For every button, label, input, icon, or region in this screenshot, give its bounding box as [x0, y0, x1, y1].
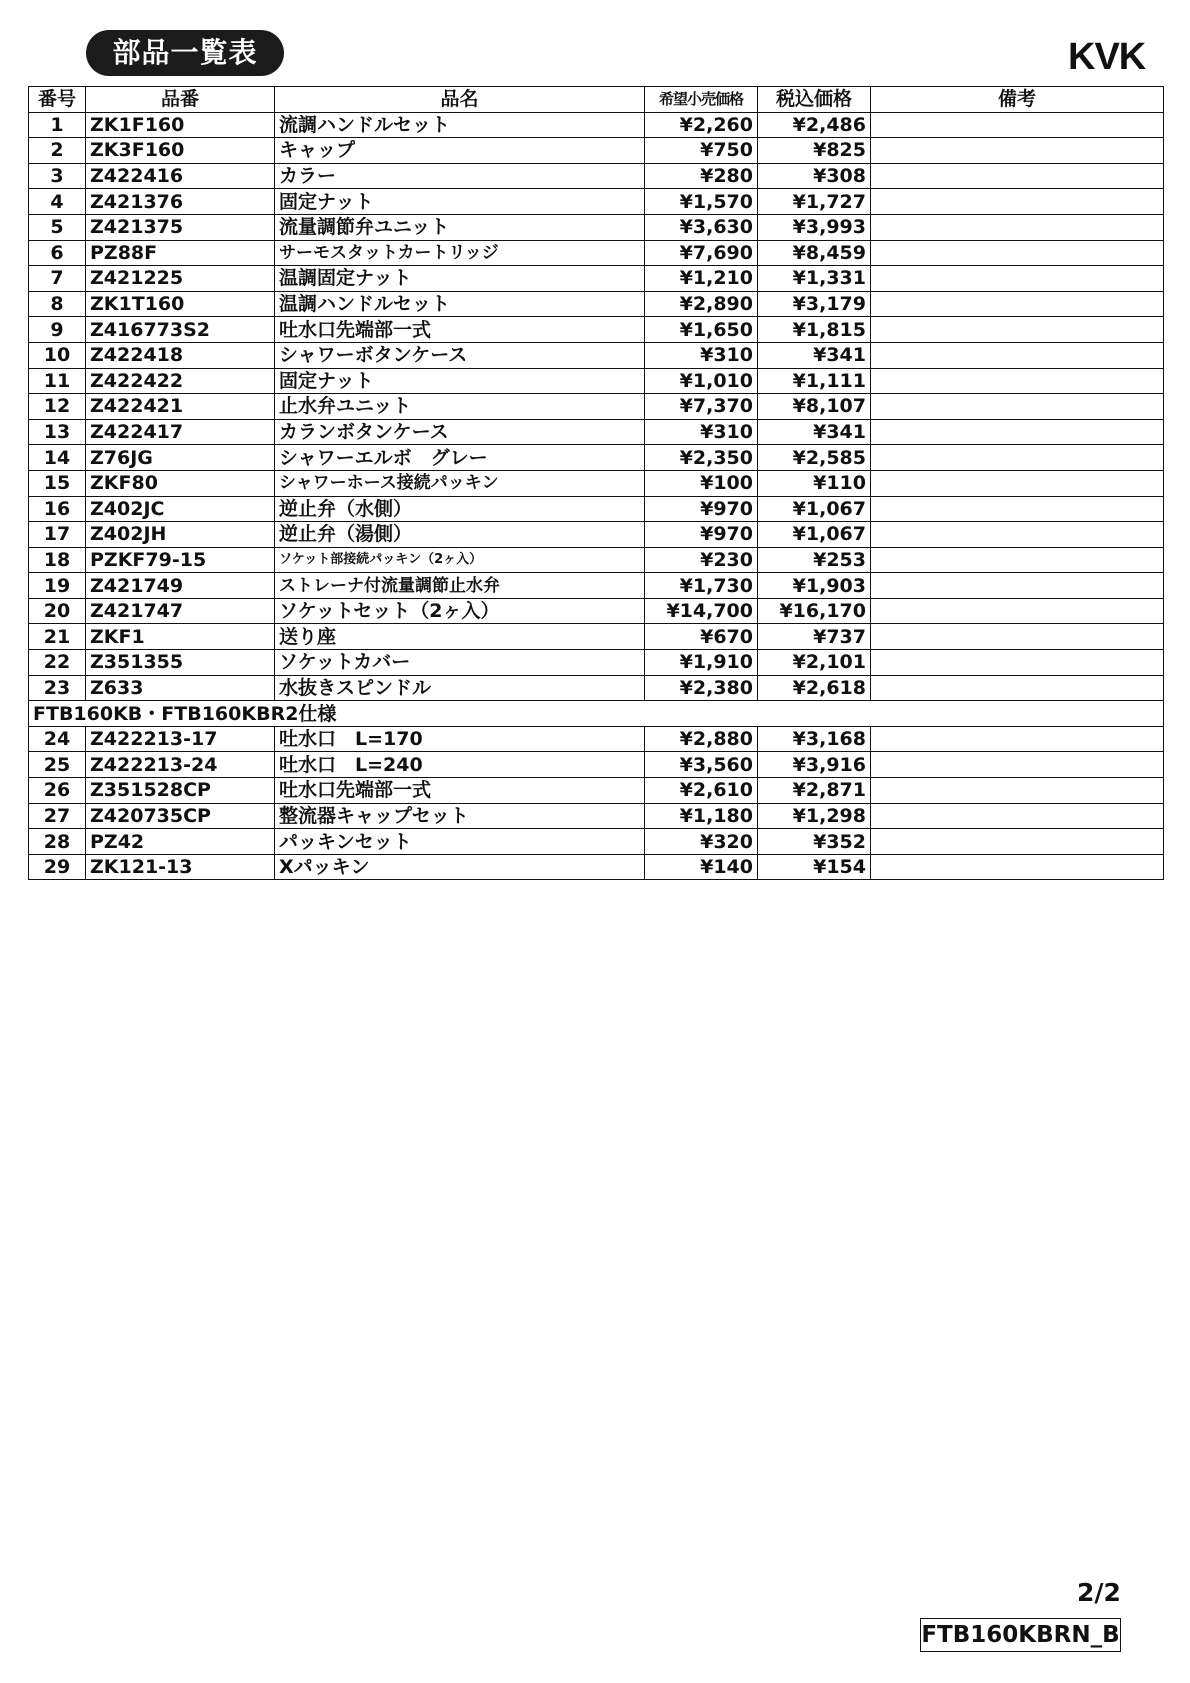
table-row: [29, 496, 1164, 522]
table-row: [29, 112, 1164, 138]
header-no: 番号: [29, 87, 86, 113]
cell-tax-included: ¥737: [758, 624, 871, 650]
cell-number: 13: [29, 419, 86, 445]
cell-remarks: [871, 854, 1164, 880]
cell-number: 18: [29, 547, 86, 573]
cell-remarks: [871, 598, 1164, 624]
cell-part-number: Z422213-24: [86, 752, 275, 778]
cell-part-name: 整流器キャップセット: [275, 803, 645, 829]
table-row: [29, 573, 1164, 599]
table-row: [29, 752, 1164, 778]
cell-tax-included: ¥2,101: [758, 650, 871, 676]
cell-remarks: [871, 368, 1164, 394]
cell-part-number: PZ42: [86, 829, 275, 855]
cell-number: 1: [29, 112, 86, 138]
cell-part-number: Z351528CP: [86, 778, 275, 804]
cell-part-name: 吐水口先端部一式: [275, 778, 645, 804]
table-header-row: [29, 87, 1164, 113]
cell-tax-included: ¥16,170: [758, 598, 871, 624]
cell-msrp: ¥2,610: [645, 778, 758, 804]
cell-tax-included: ¥1,331: [758, 266, 871, 292]
cell-part-name: 送り座: [275, 624, 645, 650]
cell-tax-included: ¥1,298: [758, 803, 871, 829]
cell-msrp: ¥1,010: [645, 368, 758, 394]
cell-remarks: [871, 726, 1164, 752]
cell-msrp: ¥2,880: [645, 726, 758, 752]
cell-msrp: ¥1,180: [645, 803, 758, 829]
cell-number: 5: [29, 214, 86, 240]
cell-remarks: [871, 778, 1164, 804]
cell-tax-included: ¥8,459: [758, 240, 871, 266]
cell-part-number: PZ88F: [86, 240, 275, 266]
cell-number: 23: [29, 675, 86, 701]
cell-part-number: Z420735CP: [86, 803, 275, 829]
cell-msrp: ¥7,690: [645, 240, 758, 266]
cell-part-number: ZK1T160: [86, 291, 275, 317]
cell-remarks: [871, 624, 1164, 650]
section-row: [29, 701, 1164, 727]
cell-part-number: Z402JC: [86, 496, 275, 522]
cell-part-name: シャワーボタンケース: [275, 342, 645, 368]
cell-msrp: ¥3,560: [645, 752, 758, 778]
cell-number: 15: [29, 470, 86, 496]
cell-number: 17: [29, 522, 86, 548]
cell-tax-included: ¥1,067: [758, 496, 871, 522]
cell-msrp: ¥2,890: [645, 291, 758, 317]
header-part-number: 品番: [86, 87, 275, 113]
cell-number: 20: [29, 598, 86, 624]
cell-number: 29: [29, 854, 86, 880]
cell-number: 24: [29, 726, 86, 752]
cell-number: 11: [29, 368, 86, 394]
cell-msrp: ¥100: [645, 470, 758, 496]
table-row: [29, 470, 1164, 496]
table-row: [29, 214, 1164, 240]
cell-part-name: キャップ: [275, 138, 645, 164]
cell-msrp: ¥3,630: [645, 214, 758, 240]
cell-part-number: Z421747: [86, 598, 275, 624]
cell-part-number: Z421375: [86, 214, 275, 240]
cell-number: 3: [29, 163, 86, 189]
cell-msrp: ¥2,380: [645, 675, 758, 701]
cell-remarks: [871, 240, 1164, 266]
cell-number: 4: [29, 189, 86, 215]
cell-part-number: Z422213-17: [86, 726, 275, 752]
cell-msrp: ¥1,650: [645, 317, 758, 343]
cell-msrp: ¥670: [645, 624, 758, 650]
cell-part-name: 吐水口 L=170: [275, 726, 645, 752]
cell-part-number: Z422417: [86, 419, 275, 445]
cell-msrp: ¥2,350: [645, 445, 758, 471]
cell-msrp: ¥2,260: [645, 112, 758, 138]
cell-part-name: サーモスタットカートリッジ: [275, 240, 645, 266]
cell-number: 10: [29, 342, 86, 368]
cell-msrp: ¥1,570: [645, 189, 758, 215]
cell-part-name: 流量調節弁ユニット: [275, 214, 645, 240]
cell-part-name: ソケット部接続パッキン（2ヶ入）: [275, 547, 645, 573]
cell-part-name: パッキンセット: [275, 829, 645, 855]
cell-msrp: ¥970: [645, 522, 758, 548]
cell-part-name: 水抜きスピンドル: [275, 675, 645, 701]
cell-part-number: ZK3F160: [86, 138, 275, 164]
cell-remarks: [871, 752, 1164, 778]
cell-tax-included: ¥154: [758, 854, 871, 880]
cell-tax-included: ¥1,727: [758, 189, 871, 215]
cell-msrp: ¥1,210: [645, 266, 758, 292]
table-row: [29, 522, 1164, 548]
section-label: FTB160KB・FTB160KBR2仕様: [29, 701, 1164, 727]
cell-msrp: ¥310: [645, 419, 758, 445]
cell-part-number: Z422418: [86, 342, 275, 368]
cell-tax-included: ¥352: [758, 829, 871, 855]
parts-table: [28, 86, 1164, 880]
page-number: 2/2: [1077, 1578, 1121, 1607]
table-row: [29, 675, 1164, 701]
cell-tax-included: ¥341: [758, 342, 871, 368]
cell-msrp: ¥7,370: [645, 394, 758, 420]
cell-remarks: [871, 342, 1164, 368]
cell-part-name: カランボタンケース: [275, 419, 645, 445]
cell-part-name: 流調ハンドルセット: [275, 112, 645, 138]
cell-tax-included: ¥308: [758, 163, 871, 189]
model-number-box: FTB160KBRN_B: [920, 1618, 1121, 1652]
cell-remarks: [871, 522, 1164, 548]
cell-part-number: Z422421: [86, 394, 275, 420]
cell-remarks: [871, 803, 1164, 829]
cell-tax-included: ¥3,168: [758, 726, 871, 752]
cell-remarks: [871, 496, 1164, 522]
cell-part-number: Z421225: [86, 266, 275, 292]
cell-part-name: 吐水口先端部一式: [275, 317, 645, 343]
cell-tax-included: ¥8,107: [758, 394, 871, 420]
cell-part-name: 温調ハンドルセット: [275, 291, 645, 317]
cell-part-number: Z422416: [86, 163, 275, 189]
cell-number: 7: [29, 266, 86, 292]
cell-number: 12: [29, 394, 86, 420]
cell-remarks: [871, 445, 1164, 471]
cell-msrp: ¥230: [645, 547, 758, 573]
table-row: [29, 317, 1164, 343]
cell-tax-included: ¥341: [758, 419, 871, 445]
cell-remarks: [871, 189, 1164, 215]
cell-number: 2: [29, 138, 86, 164]
table-row: [29, 163, 1164, 189]
cell-tax-included: ¥110: [758, 470, 871, 496]
cell-msrp: ¥1,730: [645, 573, 758, 599]
cell-remarks: [871, 394, 1164, 420]
cell-tax-included: ¥2,871: [758, 778, 871, 804]
cell-part-number: PZKF79-15: [86, 547, 275, 573]
cell-number: 8: [29, 291, 86, 317]
table-row: [29, 726, 1164, 752]
header-part-name: 品名: [275, 87, 645, 113]
cell-part-number: ZK1F160: [86, 112, 275, 138]
cell-part-number: Z633: [86, 675, 275, 701]
cell-remarks: [871, 650, 1164, 676]
cell-remarks: [871, 317, 1164, 343]
cell-msrp: ¥1,910: [645, 650, 758, 676]
table-row: [29, 342, 1164, 368]
table-row: [29, 547, 1164, 573]
cell-tax-included: ¥2,618: [758, 675, 871, 701]
cell-part-number: Z416773S2: [86, 317, 275, 343]
cell-remarks: [871, 266, 1164, 292]
cell-number: 28: [29, 829, 86, 855]
cell-part-name: 逆止弁（湯側）: [275, 522, 645, 548]
cell-msrp: ¥14,700: [645, 598, 758, 624]
cell-number: 22: [29, 650, 86, 676]
cell-number: 26: [29, 778, 86, 804]
table-row: [29, 291, 1164, 317]
cell-part-name: 固定ナット: [275, 368, 645, 394]
cell-remarks: [871, 291, 1164, 317]
cell-remarks: [871, 163, 1164, 189]
cell-tax-included: ¥1,067: [758, 522, 871, 548]
cell-remarks: [871, 829, 1164, 855]
table-row: [29, 419, 1164, 445]
cell-part-name: 温調固定ナット: [275, 266, 645, 292]
cell-part-number: Z422422: [86, 368, 275, 394]
table-row: [29, 240, 1164, 266]
table-row: [29, 650, 1164, 676]
cell-part-name: ソケットセット（2ヶ入）: [275, 598, 645, 624]
table-row: [29, 854, 1164, 880]
header-msrp: 希望小売価格: [645, 87, 758, 113]
cell-part-number: ZK121-13: [86, 854, 275, 880]
cell-tax-included: ¥3,179: [758, 291, 871, 317]
cell-remarks: [871, 573, 1164, 599]
cell-part-name: 吐水口 L=240: [275, 752, 645, 778]
table-row: [29, 803, 1164, 829]
cell-remarks: [871, 547, 1164, 573]
cell-part-name: シャワーホース接続パッキン: [275, 470, 645, 496]
cell-part-number: Z76JG: [86, 445, 275, 471]
cell-remarks: [871, 138, 1164, 164]
cell-tax-included: ¥3,993: [758, 214, 871, 240]
cell-number: 16: [29, 496, 86, 522]
table-row: [29, 598, 1164, 624]
cell-part-name: ソケットカバー: [275, 650, 645, 676]
page-title: 部品一覧表: [86, 30, 284, 76]
table-row: [29, 394, 1164, 420]
cell-number: 27: [29, 803, 86, 829]
cell-tax-included: ¥2,486: [758, 112, 871, 138]
table-row: [29, 778, 1164, 804]
header-remarks: 備考: [871, 87, 1164, 113]
table-row: [29, 266, 1164, 292]
cell-part-name: シャワーエルボ グレー: [275, 445, 645, 471]
cell-msrp: ¥970: [645, 496, 758, 522]
table-row: [29, 445, 1164, 471]
cell-number: 9: [29, 317, 86, 343]
cell-remarks: [871, 419, 1164, 445]
cell-tax-included: ¥3,916: [758, 752, 871, 778]
cell-part-number: Z421376: [86, 189, 275, 215]
cell-part-number: Z421749: [86, 573, 275, 599]
cell-part-number: ZKF1: [86, 624, 275, 650]
cell-part-name: 止水弁ユニット: [275, 394, 645, 420]
cell-remarks: [871, 675, 1164, 701]
cell-part-number: Z351355: [86, 650, 275, 676]
table-row: [29, 189, 1164, 215]
table-row: [29, 624, 1164, 650]
cell-tax-included: ¥825: [758, 138, 871, 164]
cell-part-number: ZKF80: [86, 470, 275, 496]
cell-remarks: [871, 112, 1164, 138]
cell-msrp: ¥280: [645, 163, 758, 189]
cell-number: 21: [29, 624, 86, 650]
table-row: [29, 138, 1164, 164]
cell-tax-included: ¥253: [758, 547, 871, 573]
cell-remarks: [871, 214, 1164, 240]
cell-tax-included: ¥1,903: [758, 573, 871, 599]
cell-msrp: ¥310: [645, 342, 758, 368]
cell-remarks: [871, 470, 1164, 496]
cell-number: 19: [29, 573, 86, 599]
cell-part-name: 逆止弁（水側）: [275, 496, 645, 522]
cell-part-number: Z402JH: [86, 522, 275, 548]
cell-number: 6: [29, 240, 86, 266]
cell-tax-included: ¥1,815: [758, 317, 871, 343]
table-row: [29, 368, 1164, 394]
cell-part-name: Xパッキン: [275, 854, 645, 880]
cell-tax-included: ¥1,111: [758, 368, 871, 394]
brand-logo: KVK: [1068, 36, 1146, 78]
cell-number: 14: [29, 445, 86, 471]
cell-part-name: カラー: [275, 163, 645, 189]
cell-msrp: ¥320: [645, 829, 758, 855]
cell-msrp: ¥140: [645, 854, 758, 880]
cell-part-name: 固定ナット: [275, 189, 645, 215]
cell-part-name: ストレーナ付流量調節止水弁: [275, 573, 645, 599]
table-row: [29, 829, 1164, 855]
cell-number: 25: [29, 752, 86, 778]
header-tax-included: 税込価格: [758, 87, 871, 113]
cell-msrp: ¥750: [645, 138, 758, 164]
cell-tax-included: ¥2,585: [758, 445, 871, 471]
